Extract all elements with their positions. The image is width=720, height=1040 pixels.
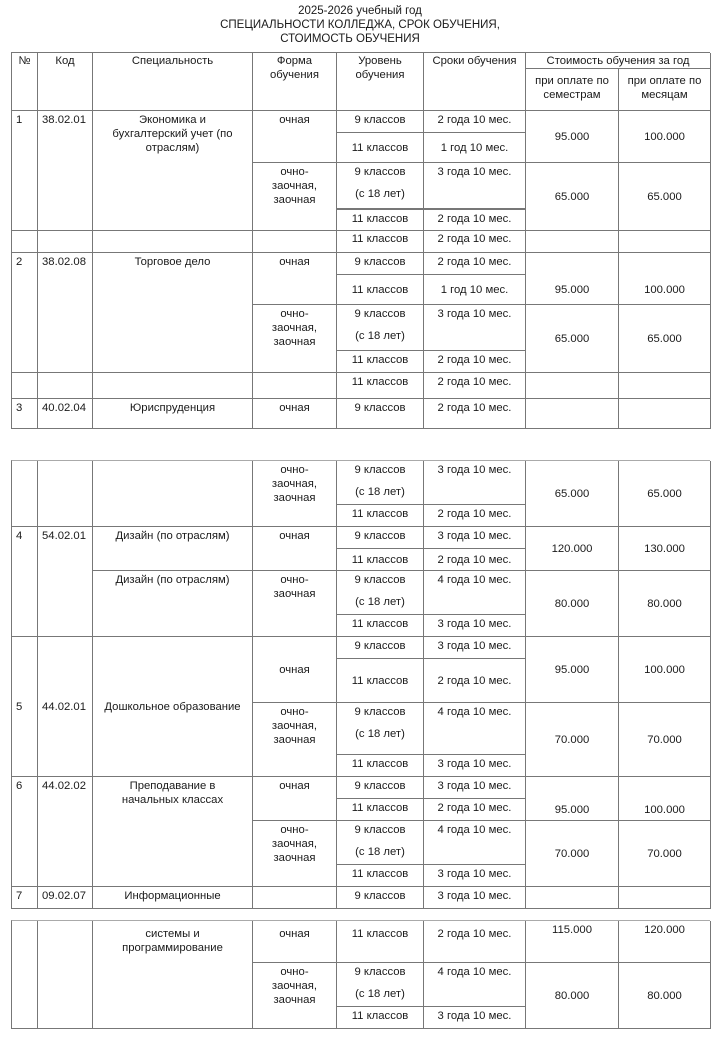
study-level: 11 классов [337, 865, 424, 887]
study-level: 11 классов [337, 549, 424, 571]
cost-month: 100.000 [619, 253, 711, 305]
study-term: 3 года 10 мес. [424, 1007, 526, 1029]
study-term: 2 года 10 мес. [424, 799, 526, 821]
study-term: 3 года 10 мес. [424, 163, 526, 209]
study-level: 9 классов (с 18 лет) [337, 163, 424, 209]
study-term: 3 года 10 мес. [424, 527, 526, 549]
study-term: 4 года 10 мес. [424, 963, 526, 1007]
row-filler [12, 461, 38, 527]
row-num: 5 [12, 637, 38, 777]
row-filler [619, 399, 711, 429]
study-form: очно-заочная, заочная [253, 461, 337, 527]
header-cost: Стоимость обучения за год [526, 53, 711, 69]
study-form: очная [253, 527, 337, 571]
cost-semester: 95.000 [526, 777, 619, 821]
title-year: 2025-2026 учебный год [298, 5, 422, 17]
pricing-table-part-3 [11, 920, 710, 1029]
study-term: 3 года 10 мес. [424, 305, 526, 351]
study-term: 3 года 10 мес. [424, 461, 526, 505]
row-filler [253, 373, 337, 399]
study-form: очно-заочная, заочная [253, 305, 337, 373]
row-specialty: Дошкольное образование [93, 637, 253, 777]
study-level: 9 классов [337, 777, 424, 799]
row-filler [12, 373, 38, 399]
study-level: 9 классов (с 18 лет) [337, 571, 424, 615]
row-specialty: системы и программирование [93, 921, 253, 1029]
row-filler [526, 399, 619, 429]
study-term: 2 года 10 мес. [424, 111, 526, 133]
study-level: 9 классов (с 18 лет) [337, 963, 424, 1007]
cost-month: 65.000 [619, 461, 711, 527]
row-specialty: Юриспруденция [93, 399, 253, 429]
row-specialty: Преподавание в начальных классах [93, 777, 253, 887]
cost-month: 70.000 [619, 821, 711, 887]
study-form: очная [253, 399, 337, 429]
study-level: 9 классов [337, 637, 424, 659]
cost-semester: 115.000 [526, 921, 619, 963]
header-level: Уровень обучения [337, 53, 424, 111]
row-code: 40.02.04 [38, 399, 93, 429]
study-level: 9 классов [337, 253, 424, 275]
row-filler [253, 231, 337, 253]
study-term: 1 год 10 мес. [424, 275, 526, 305]
row-filler [526, 373, 619, 399]
cost-semester: 70.000 [526, 821, 619, 887]
row-filler [38, 461, 93, 527]
study-term: 2 года 10 мес. [424, 505, 526, 527]
study-term: 2 года 10 мес. [424, 921, 526, 963]
study-form: очно-заочная, заочная [253, 821, 337, 887]
row-num: 3 [12, 399, 38, 429]
cost-month: 130.000 [619, 527, 711, 571]
study-term: 3 года 10 мес. [424, 865, 526, 887]
study-level: 11 классов [337, 133, 424, 163]
row-num: 2 [12, 253, 38, 373]
cost-semester: 65.000 [526, 461, 619, 527]
study-form: очно-заочная, заочная [253, 703, 337, 777]
study-term: 2 года 10 мес. [424, 373, 526, 399]
row-filler [619, 231, 711, 253]
row-filler [93, 373, 253, 399]
study-term: 3 года 10 мес. [424, 615, 526, 637]
cost-semester: 80.000 [526, 963, 619, 1029]
row-code: 38.02.01 [38, 111, 93, 231]
study-level: 9 классов (с 18 лет) [337, 703, 424, 755]
cost-month: 120.000 [619, 921, 711, 963]
study-level: 9 классов (с 18 лет) [337, 821, 424, 865]
table-page-2 [11, 460, 710, 915]
row-filler [526, 231, 619, 253]
study-term: 2 года 10 мес. [424, 399, 526, 429]
row-specialty: Информационные [93, 887, 253, 909]
row-code: 09.02.07 [38, 887, 93, 909]
study-level: 9 классов [337, 887, 424, 909]
cost-semester: 120.000 [526, 527, 619, 571]
study-term: 3 года 10 мес. [424, 755, 526, 777]
study-form: очная [253, 253, 337, 305]
header-num: № [12, 53, 38, 111]
study-level: 11 классов [337, 230, 424, 253]
study-form: очно-заочная [253, 571, 337, 637]
study-form: очная [253, 111, 337, 163]
row-filler [526, 887, 619, 909]
study-term: 3 года 10 мес. [424, 777, 526, 799]
row-filler [38, 231, 93, 253]
study-level: 9 классов [337, 527, 424, 549]
study-level: 9 классов [337, 111, 424, 133]
study-form: очная [253, 921, 337, 963]
study-level: 11 классов [337, 921, 424, 963]
study-term: 4 года 10 мес. [424, 571, 526, 615]
row-filler [38, 921, 93, 1029]
table-page-1 [11, 52, 710, 456]
study-term: 2 года 10 мес. [424, 230, 526, 253]
study-form: очная [253, 637, 337, 703]
row-filler [12, 921, 38, 1029]
row-code: 44.02.02 [38, 777, 93, 887]
study-term: 2 года 10 мес. [424, 209, 526, 231]
study-form: очно-заочная, заочная [253, 163, 337, 231]
cost-semester: 80.000 [526, 571, 619, 637]
cost-semester: 95.000 [526, 253, 619, 305]
study-term: 2 года 10 мес. [424, 351, 526, 373]
study-level: 11 классов [337, 351, 424, 373]
row-filler [93, 461, 253, 527]
study-level: 11 классов [337, 275, 424, 305]
study-level: 9 классов [337, 399, 424, 429]
header-cost-semester: при оплате по семестрам [526, 69, 619, 111]
row-num: 4 [12, 527, 38, 637]
study-form: очная [253, 777, 337, 821]
study-level: 11 классов [337, 755, 424, 777]
row-code: 44.02.01 [38, 637, 93, 777]
cost-month: 65.000 [619, 163, 711, 231]
cost-month: 65.000 [619, 305, 711, 373]
row-specialty: Экономика и бухгалтерский учет (по отраслям) [93, 111, 253, 231]
cost-semester: 65.000 [526, 163, 619, 231]
study-level: 11 классов [337, 799, 424, 821]
cost-semester: 65.000 [526, 305, 619, 373]
cost-month: 100.000 [619, 111, 711, 163]
cost-semester: 95.000 [526, 111, 619, 163]
row-filler [12, 231, 38, 253]
study-term: 3 года 10 мес. [424, 887, 526, 909]
row-code: 54.02.01 [38, 527, 93, 637]
cost-month: 80.000 [619, 963, 711, 1029]
pricing-table-part-2 [11, 460, 710, 909]
row-num: 6 [12, 777, 38, 887]
cost-month: 80.000 [619, 571, 711, 637]
title-main: СПЕЦИАЛЬНОСТИ КОЛЛЕДЖА, СРОК ОБУЧЕНИЯ, [220, 19, 500, 31]
header-form: Форма обучения [253, 53, 337, 111]
row-filler [619, 887, 711, 909]
header-term: Сроки обучения [424, 53, 526, 111]
row-filler [93, 231, 253, 253]
row-num: 1 [12, 111, 38, 231]
study-term: 4 года 10 мес. [424, 703, 526, 755]
cost-month: 100.000 [619, 637, 711, 703]
row-filler [253, 887, 337, 909]
row-specialty: Дизайн (по отраслям) [93, 571, 253, 637]
header-specialty: Специальность [93, 53, 253, 111]
table-page-3 [11, 920, 710, 1035]
study-term: 2 года 10 мес. [424, 659, 526, 703]
study-term: 2 года 10 мес. [424, 253, 526, 275]
row-code: 38.02.08 [38, 253, 93, 373]
header-code: Код [38, 53, 93, 111]
study-term: 4 года 10 мес. [424, 821, 526, 865]
study-level: 11 классов [337, 615, 424, 637]
study-form: очно-заочная, заочная [253, 963, 337, 1029]
row-filler [619, 373, 711, 399]
study-level: 9 классов (с 18 лет) [337, 305, 424, 351]
row-specialty: Торговое дело [93, 253, 253, 373]
study-level: 11 классов [337, 1007, 424, 1029]
study-term: 2 года 10 мес. [424, 549, 526, 571]
title-sub: СТОИМОСТЬ ОБУЧЕНИЯ [280, 33, 420, 45]
row-filler [38, 373, 93, 399]
study-level: 11 классов [337, 505, 424, 527]
pricing-table-part-1 [11, 52, 710, 429]
document-title [0, 4, 720, 46]
study-level: 11 классов [337, 659, 424, 703]
cost-semester: 95.000 [526, 637, 619, 703]
row-num: 7 [12, 887, 38, 909]
cost-month: 70.000 [619, 703, 711, 777]
study-term: 1 год 10 мес. [424, 133, 526, 163]
study-level: 11 классов [337, 209, 424, 231]
study-level: 9 классов (с 18 лет) [337, 461, 424, 505]
study-level: 11 классов [337, 373, 424, 399]
study-term: 3 года 10 мес. [424, 637, 526, 659]
cost-semester: 70.000 [526, 703, 619, 777]
cost-month: 100.000 [619, 777, 711, 821]
header-cost-month: при оплате по месяцам [619, 69, 711, 111]
row-specialty: Дизайн (по отраслям) [93, 527, 253, 571]
